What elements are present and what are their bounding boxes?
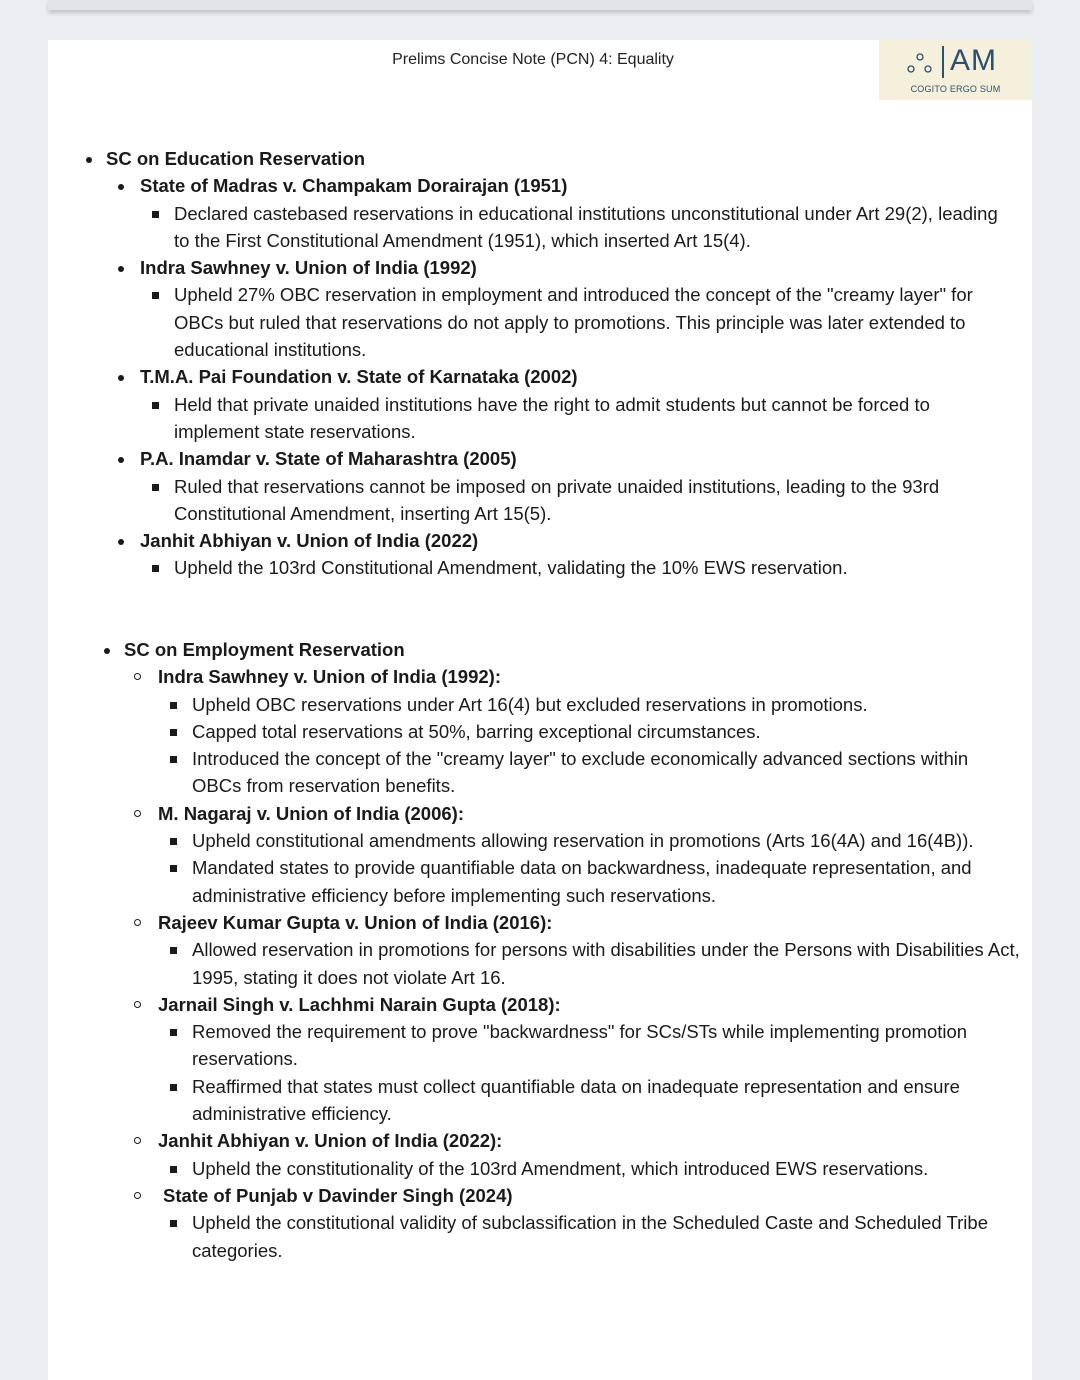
logo-divider [942,46,944,78]
case-point: Capped total reservations at 50%, barring exceptional circumstances. [158,718,1020,745]
case-point: Upheld 27% OBC reservation in employment and introduced the concept of the "creamy layer" for OBCs but ruled that reservations do not apply to promotions. This principle was later extended to educational institutions. [140,281,1002,363]
case-title: Jarnail Singh v. Lachhmi Narain Gupta (2018): [124,991,1020,1018]
case-point: Ruled that reservations cannot be imposed on private unaided institutions, leading to the 93rd Constitutional Amendment, inserting Art 15(5). [140,473,1002,528]
case-title: Janhit Abhiyan v. Union of India (2022) [106,527,1002,554]
case-point: Allowed reservation in promotions for persons with disabilities under the Persons with Disabilities Act, 1995, stating it does not violate Art 16. [158,936,1020,991]
education-case-list [82,172,1002,581]
logo-motto: COGITO ERGO SUM [910,84,1001,94]
case-point: Reaffirmed that states must collect quantifiable data on inadequate representation and ensure administrative efficiency. [158,1073,1020,1128]
case-title: Indra Sawhney v. Union of India (1992): [124,663,1020,690]
case-title: M. Nagaraj v. Union of India (2006): [124,800,1020,827]
case-title: P.A. Inamdar v. State of Maharashtra (2005) [106,445,1002,472]
case-point: Upheld the constitutional validity of subclassification in the Scheduled Caste and Scheduled Tribe categories. [158,1209,1020,1264]
previous-page-edge [48,0,1032,10]
case-point: Upheld OBC reservations under Art 16(4) but excluded reservations in promotions. [158,691,1020,718]
case-point: Declared castebased reservations in educational institutions unconstitutional under Art 29(2), leading to the First Constitutional Amendment (1951), which inserted Art 15(4). [140,200,1002,255]
case-point: Upheld the 103rd Constitutional Amendment, validating the 10% EWS reservation. [140,554,1002,581]
case-title: Indra Sawhney v. Union of India (1992) [106,254,1002,281]
case-point: Upheld constitutional amendments allowing reservation in promotions (Arts 16(4A) and 16(4B)). [158,827,1020,854]
section-heading-employment: SC on Employment Reservation [100,636,1020,663]
case-title: State of Madras v. Champakam Dorairajan (1951) [106,172,1002,199]
employment-reservation-section [100,636,1020,1264]
document-page [48,40,1032,1380]
case-point: Introduced the concept of the "creamy layer" to exclude economically advanced sections within OBCs from reservation benefits. [158,745,1020,800]
case-point: Mandated states to provide quantifiable data on backwardness, inadequate representation, and administrative efficiency before implementing such reservations. [158,854,1020,909]
case-point: Held that private unaided institutions have the right to admit students but cannot be forced to implement state reservations. [140,391,1002,446]
case-title: Rajeev Kumar Gupta v. Union of India (2016): [124,909,1020,936]
case-title: State of Punjab v Davinder Singh (2024) [124,1182,1020,1209]
employment-case-list [100,663,1020,1264]
case-point: Removed the requirement to prove "backwardness" for SCs/STs while implementing promotion reservations. [158,1018,1020,1073]
case-title: Janhit Abhiyan v. Union of India (2022): [124,1127,1020,1154]
logo-text: AM [950,44,997,77]
case-title: T.M.A. Pai Foundation v. State of Karnataka (2002) [106,363,1002,390]
logo-circles-icon [906,52,936,76]
brand-logo [879,40,1032,100]
education-reservation-section [82,145,1002,582]
page-header-title: Prelims Concise Note (PCN) 4: Equality [392,51,674,68]
case-point: Upheld the constitutionality of the 103rd Amendment, which introduced EWS reservations. [158,1155,1020,1182]
section-heading-education: SC on Education Reservation [82,145,1002,172]
